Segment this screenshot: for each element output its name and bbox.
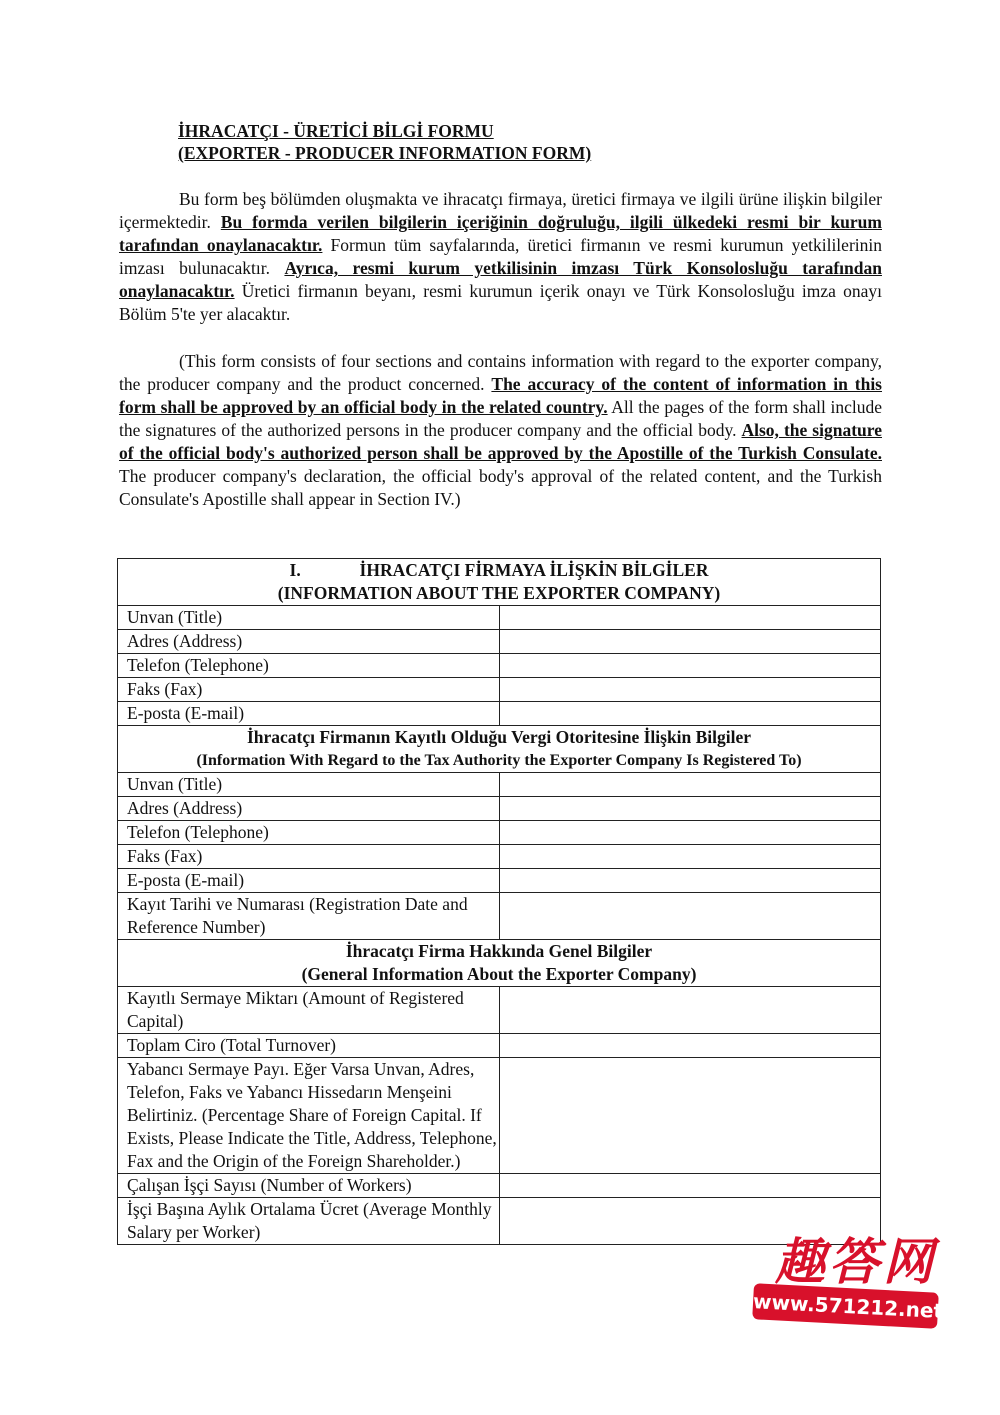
general-title-en: (General Information About the Exporter Company): [301, 964, 697, 984]
section-header-cell: [118, 726, 881, 773]
field-label: Unvan (Title): [118, 606, 500, 630]
field-value[interactable]: [499, 845, 881, 869]
intro-tr-emphasis-1: Bu formda verilen bilgilerin içeriğinin doğruluğu, ilgili ülkedeki resmi bir kurum tarafından onaylanacaktır.: [119, 212, 882, 255]
intro-en-text-3: The producer company's declaration, the official body's approval of the related content, and the Turkish Consulate's Apostille shall appear in Section IV.): [119, 466, 882, 509]
section-header-cell: [118, 940, 881, 987]
table-row: [118, 702, 881, 726]
table-row: [118, 773, 881, 797]
field-value[interactable]: [499, 893, 881, 940]
field-value[interactable]: [499, 606, 881, 630]
table-row: [118, 821, 881, 845]
field-value[interactable]: [499, 987, 881, 1034]
field-label: Unvan (Title): [118, 773, 500, 797]
form-title-tr: İHRACATÇI - ÜRETİCİ BİLGİ FORMU: [178, 121, 494, 141]
field-value[interactable]: [499, 678, 881, 702]
field-value[interactable]: [499, 654, 881, 678]
field-value[interactable]: [499, 1034, 881, 1058]
table-row: [118, 845, 881, 869]
field-label: Çalışan İşçi Sayısı (Number of Workers): [118, 1174, 500, 1198]
field-label: Toplam Ciro (Total Turnover): [118, 1034, 500, 1058]
site-watermark: [745, 1222, 945, 1342]
field-label: E-posta (E-mail): [118, 869, 500, 893]
table-row: [118, 869, 881, 893]
table-row: [118, 1034, 881, 1058]
intro-en-text-1: (This form consists of four sections and contains information with regard to the exporter company, the producer company and the product concerned.: [119, 351, 882, 394]
intro-tr-emphasis-2: Ayrıca, resmi kurum yetkilisinin imzası Türk Konsolosluğu tarafından onaylanacaktır.: [119, 258, 882, 301]
table-row: [118, 606, 881, 630]
table-row: [118, 797, 881, 821]
tax-title-en: (Information With Regard to the Tax Authority the Exporter Company Is Registered To): [196, 752, 802, 769]
field-value[interactable]: [499, 773, 881, 797]
tax-authority-rows: [118, 773, 881, 940]
field-label: Faks (Fax): [118, 678, 500, 702]
table-row: [118, 678, 881, 702]
field-label: E-posta (E-mail): [118, 702, 500, 726]
intro-tr-text-3: Üretici firmanın beyanı, resmi kurumun içerik onayı ve Türk Konsolosluğu imza onayı Bölüm 5'te yer alacaktır.: [119, 281, 882, 324]
watermark-url: www.571212.net: [752, 1283, 939, 1329]
table-row: [118, 987, 881, 1034]
general-info-rows: [118, 987, 881, 1245]
field-label: Kayıt Tarihi ve Numarası (Registration Date and Reference Number): [118, 893, 500, 940]
intro-tr-text-2: Formun tüm sayfalarında, üretici firmanın ve resmi kurumun yetkililerinin imzası bulunacaktır.: [119, 235, 882, 278]
field-label: Adres (Address): [118, 630, 500, 654]
section-header-cell: [118, 559, 881, 606]
intro-paragraph-tr: [119, 188, 882, 326]
field-value[interactable]: [499, 1058, 881, 1174]
field-value[interactable]: [499, 869, 881, 893]
field-label: Telefon (Telephone): [118, 821, 500, 845]
field-value[interactable]: [499, 797, 881, 821]
intro-paragraph-en: [119, 350, 882, 511]
field-label: Kayıtlı Sermaye Miktarı (Amount of Registered Capital): [118, 987, 500, 1034]
intro-en-text-2: All the pages of the form shall include the signatures of the authorized persons in the producer company and the official body.: [119, 397, 882, 440]
field-value[interactable]: [499, 702, 881, 726]
watermark-chinese-text: 趣答网: [775, 1232, 937, 1291]
section-header-exporter: [118, 559, 881, 606]
section-title-en: (INFORMATION ABOUT THE EXPORTER COMPANY): [277, 583, 721, 603]
field-label: Adres (Address): [118, 797, 500, 821]
table-row: [118, 630, 881, 654]
field-label: İşçi Başına Aylık Ortalama Ücret (Average Monthly Salary per Worker): [118, 1198, 500, 1245]
field-value[interactable]: [499, 630, 881, 654]
field-label: Yabancı Sermaye Payı. Eğer Varsa Unvan, Adres, Telefon, Faks ve Yabancı Hissedarın Menşeini Belirtiniz. (Percentage Share of Foreign Capital. If Exists, Please Indicate the Title, Address, Telephone, Fax and the Origin of the Foreign Shareholder.): [118, 1058, 500, 1174]
section-number: I.: [289, 560, 301, 580]
intro-en-emphasis-1: The accuracy of the content of information in this form shall be approved by an official body in the related country.: [119, 374, 882, 417]
table-row: [118, 1058, 881, 1174]
section-header-tax-authority: [118, 726, 881, 773]
field-label: Faks (Fax): [118, 845, 500, 869]
section-title-tr: İHRACATÇI FİRMAYA İLİŞKİN BİLGİLER: [359, 560, 709, 580]
general-title-tr: İhracatçı Firma Hakkında Genel Bilgiler: [345, 941, 653, 961]
tax-title-tr: İhracatçı Firmanın Kayıtlı Olduğu Vergi Otoritesine İlişkin Bilgiler: [246, 727, 752, 747]
section-header-general-info: [118, 940, 881, 987]
exporter-rows: [118, 606, 881, 726]
exporter-info-table: [117, 558, 881, 1245]
table-row: [118, 893, 881, 940]
field-value[interactable]: [499, 821, 881, 845]
intro-tr-text-1: Bu form beş bölümden oluşmakta ve ihracatçı firmaya, üretici firmaya ve ilgili ürüne ilişkin bilgiler içermektedir.: [119, 189, 882, 232]
form-title-en: (EXPORTER - PRODUCER INFORMATION FORM): [178, 143, 592, 163]
table-row: [118, 654, 881, 678]
field-label: Telefon (Telephone): [118, 654, 500, 678]
intro-en-emphasis-2: Also, the signature of the official body's authorized person shall be approved by the Apostille of the Turkish Consulate.: [119, 420, 882, 463]
field-value[interactable]: [499, 1174, 881, 1198]
form-heading: [178, 120, 591, 164]
table-row: [118, 1174, 881, 1198]
